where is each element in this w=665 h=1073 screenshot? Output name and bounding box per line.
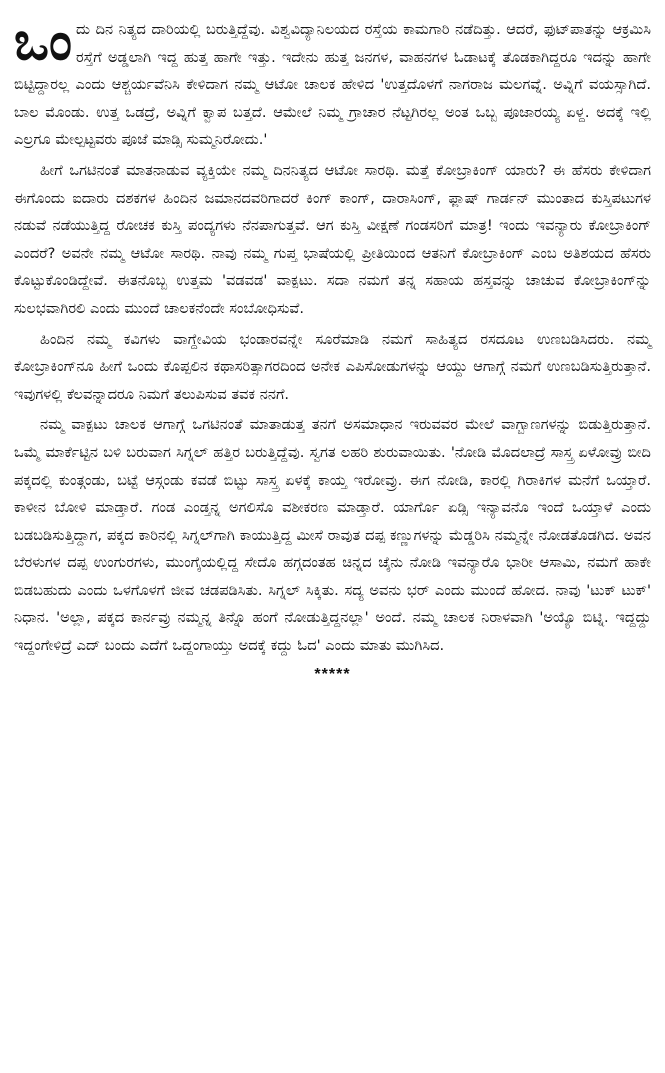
paragraph-1-text: ದು ದಿನ ನಿತ್ಯದ ದಾರಿಯಲ್ಲಿ ಬರುತ್ತಿದ್ದೆವು. ವಿಶ್ವವಿದ್ಯಾನಿಲಯದ ರಸ್ತೆಯ ಕಾಮಗಾರಿ ನಡೆದಿತ್ತು. ಆದರೆ, ಫುಟ್‌ಪಾತನ್ನು ಆಕ್ರಮಿಸಿ ರಸ್ತೆಗೆ ಅಡ್ಡಲಾಗಿ ಇದ್ದ ಹುತ್ತ ಹಾಗೇ ಇತ್ತು. ಇದೇನು ಹುತ್ತ ಜನಗಳ, ವಾಹನಗಳ ಓಡಾಟಕ್ಕೆ ತೊಡಕಾಗಿದ್ದರೂ ಇದನ್ನು ಹಾಗೇ ಬಿಟ್ಟಿದ್ದಾರಲ್ಲ ಎಂದು ಆಶ್ಚರ್ಯವೆನಿಸಿ ಕೇಳಿದಾಗ ನಮ್ಮ ಆಟೋ ಚಾಲಕ ಹೇಳಿದ 'ಉತ್ತದೊಳಗೆ ನಾಗರಾಜ ಮಲಗವ್ನೆ. ಅವ್ನಿಗೆ ವಯಸ್ಸಾಗಿದೆ. ಬಾಲ ಮೊಂಡು. ಉತ್ತ ಒಡದ್ರೆ, ಅವ್ನಿಗೆ ಕ್ವಾಪ ಬತ್ತದೆ. ಆಮೇಲೆ ನಿಮ್ಮ ಗ್ರಾಚಾರ ನೆಟ್ಟಗಿರಲ್ಲ ಅಂತ ಒಬ್ಬ ಪೂಜಾರಯ್ಯ ಏಳ್ದ. ಅದಕ್ಕೆ ಇಲ್ಲಿ ಎಲ್ರಗೂ ಮೇಲ್ಪಟ್ಟವರು ಪೂಜೆ ಮಾಡ್ಸಿ ಸುಮ್ಮನಿರೋದು.' bbox=[14, 21, 651, 149]
paragraph-1 bbox=[14, 11, 651, 154]
paragraph-4: ನಮ್ಮ ವಾಕ್ಪಟು ಚಾಲಕ ಆಗಾಗ್ಗೆ ಒಗಟಿನಂತೆ ಮಾತಾಡುತ್ತ ತನಗೆ ಅಸಮಾಧಾನ ಇರುವವರ ಮೇಲೆ ವಾಗ್ಬಾಣಗಳನ್ನು ಬಿಡುತ್ತಿರುತ್ತಾನೆ. ಒಮ್ಮೆ ಮಾರ್ಕೆಟ್ಟಿನ ಬಳಿ ಬರುವಾಗ ಸಿಗ್ನಲ್ ಹತ್ತಿರ ಬರುತ್ತಿದ್ದೆವು. ಸ್ವಗತ ಲಹರಿ ಶುರುವಾಯಿತು. 'ನೋಡಿ ಮೊದಲಾದ್ರೆ ಸಾಸ್ತ್ರ ಏಳೋವ್ರು ಬೀದಿ ಪಕ್ಕದಲ್ಲಿ ಕುಂತ್ಗಂಡು, ಬಟ್ಟೆ ಆಸ್ಗಂಡು ಕವಡೆ ಬಿಟ್ಟು ಸಾಸ್ತ್ರ ಏಳಕ್ಕೆ ಕಾಯ್ತ ಇರೋವ್ರು. ಈಗ ನೋಡಿ, ಕಾರಲ್ಲಿ ಗಿರಾಕಿಗಳ ಮನೆಗೆ ಒಯ್ತಾರೆ. ಕಾಳೀನ ಬೋಳಿ ಮಾಡ್ತಾರೆ. ಗಂಡ ಎಂಡ್ತನ್ನ ಅಗಲಿಸೊ ವಶೀಕರಣ ಮಾಡ್ತಾರೆ. ಯಾರ್ಗೊ ಏಡ್ಸಿ ಇನ್ಯಾವನೊ ಇಂದೆ ಒಯ್ತಾಳೆ ಎಂದು ಬಡಬಡಿಸುತ್ತಿದ್ದಾಗ, ಪಕ್ಕದ ಕಾರಿನಲ್ಲಿ ಸಿಗ್ನಲ್‌ಗಾಗಿ ಕಾಯುತ್ತಿದ್ದ ಮೀಸೆ ರಾವುತ ದಪ್ಪ ಕಣ್ಣುಗಳನ್ನು ಮೆಡ್ಡರಿಸಿ ನಮ್ಮನ್ನೇ ನೋಡತೊಡಗಿದ. ಅವನ ಬೆರಳುಗಳ ದಪ್ಪ ಉಂಗುರಗಳು, ಮುಂಗೈಯಲ್ಲಿದ್ದ ಸೇದೊ ಹಗ್ಗದಂತಹ ಚಿನ್ನದ ಚೈನು ನೋಡಿ ಇವನ್ಯಾರೊ ಭಾರೀ ಆಸಾಮಿ, ನಮಗೆ ಹಾಕೇ ಬಿಡಬಹುದು ಎಂದು ಒಳಗೊಳಗೆ ಜೀವ ಚಡಪಡಿಸಿತು. ಸಿಗ್ನಲ್ ಸಿಕ್ಕಿತು. ಸದ್ಯ ಅವನು ಭರ್ ಎಂದು ಮುಂದೆ ಹೋದ. ನಾವು 'ಟುಕ್ ಟುಕ್' ನಿಧಾನ. 'ಅಲ್ಲಾ, ಪಕ್ಕದ ಕಾರ್ನವ್ರು ನಮ್ಮನ್ನ ತಿನ್ನೊ ಹಂಗೆ ನೋಡುತ್ತಿದ್ದನಲ್ಲಾ' ಅಂದೆ. ನಮ್ಮ ಚಾಲಕ ನಿರಾಳವಾಗಿ 'ಅಯ್ಯೊ ಬಿಟ್ನಿ. ಇದ್ದದ್ದು ಇದ್ದಂಗೇಳಿದ್ರೆ ಎದ್ ಬಂದು ಎದೆಗೆ ಒದ್ದಂಗಾಯ್ತು ಅದಕ್ಕೆ ಕದ್ದು ಓದ' ಎಂದು ಮಾತು ಮುಗಿಸಿದ. bbox=[14, 416, 651, 655]
drop-cap: ಒಂ bbox=[14, 11, 70, 72]
paragraph-3: ಹಿಂದಿನ ನಮ್ಮ ಕವಿಗಳು ವಾಗ್ದೇವಿಯ ಭಂಡಾರವನ್ನೇ ಸೂರೆಮಾಡಿ ನಮಗೆ ಸಾಹಿತ್ಯದ ರಸದೂಟ ಉಣಬಡಿಸಿದರು. ನಮ್ಮ ಕೋಬ್ರಾಕಿಂಗ್‌ನೂ ಹೀಗೆ ಒಂದು ಕೊಪ್ಪಲಿನ ಕಥಾಸರಿತ್ಸಾಗರದಿಂದ ಅನೇಕ ಎಪಿಸೋಡುಗಳನ್ನು ಆಯ್ದು ಆಗಾಗ್ಗೆ ನಮಗೆ ಉಣಬಡಿಸುತ್ತಿರುತ್ತಾನೆ. ಇವುಗಳಲ್ಲಿ ಕೆಲವನ್ನಾದರೂ ನಿಮಗೆ ತಲುಪಿಸುವ ತವಕ ನನಗೆ. bbox=[14, 330, 651, 403]
end-marker: ***** bbox=[314, 665, 351, 683]
paragraph-2: ಹೀಗೆ ಒಗಟಿನಂತೆ ಮಾತನಾಡುವ ವ್ಯಕ್ತಿಯೇ ನಮ್ಮ ದಿನನಿತ್ಯದ ಆಟೋ ಸಾರಥಿ. ಮತ್ತೆ ಕೋಬ್ರಾಕಿಂಗ್ ಯಾರು? ಈ ಹೆಸರು ಕೇಳಿದಾಗ ಈಗೊಂದು ಐದಾರು ದಶಕಗಳ ಹಿಂದಿನ ಜಮಾನದವರಿಗಾದರೆ ಕಿಂಗ್ ಕಾಂಗ್, ದಾರಾಸಿಂಗ್, ಫ್ಲಾಷ್ ಗಾರ್ಡನ್ ಮುಂತಾದ ಕುಸ್ತಿಪಟುಗಳ ನಡುವೆ ನಡೆಯುತ್ತಿದ್ದ ರೋಚಕ ಕುಸ್ತಿ ಪಂದ್ಯಗಳು ನೆನಪಾಗುತ್ತವೆ. ಆಗ ಕುಸ್ತಿ ವೀಕ್ಷಣೆ ಗಂಡಸರಿಗೆ ಮಾತ್ರ! ಇಂದು ಇವನ್ಯಾರು ಕೋಬ್ರಾಕಿಂಗ್ ಎಂದರೆ? ಅವನೇ ನಮ್ಮ ಆಟೋ ಸಾರಥಿ. ನಾವು ನಮ್ಮ ಗುಪ್ತ ಭಾಷೆಯಲ್ಲಿ ಪ್ರೀತಿಯಿಂದ ಆತನಿಗೆ ಕೋಬ್ರಾಕಿಂಗ್ ಎಂಬ ಅತಿಶಯದ ಹೆಸರು ಕೊಟ್ಟುಕೊಂಡಿದ್ದೇವೆ. ಈತನೊಬ್ಬ ಉತ್ತಮ 'ವಡವಡ' ವಾಕ್ಪಟು. ಸದಾ ನಮಗೆ ತನ್ನ ಸಹಾಯ ಹಸ್ತವನ್ನು ಚಾಚುವ ಕೋಬ್ರಾಕಿಂಗ್‌ನ್ನು ಸುಲಭವಾಗಿರಲಿ ಎಂದು ಮುಂದೆ ಚಾಲಕನೆಂದೇ ಸಂಬೋಧಿಸುವೆ. bbox=[14, 161, 651, 317]
